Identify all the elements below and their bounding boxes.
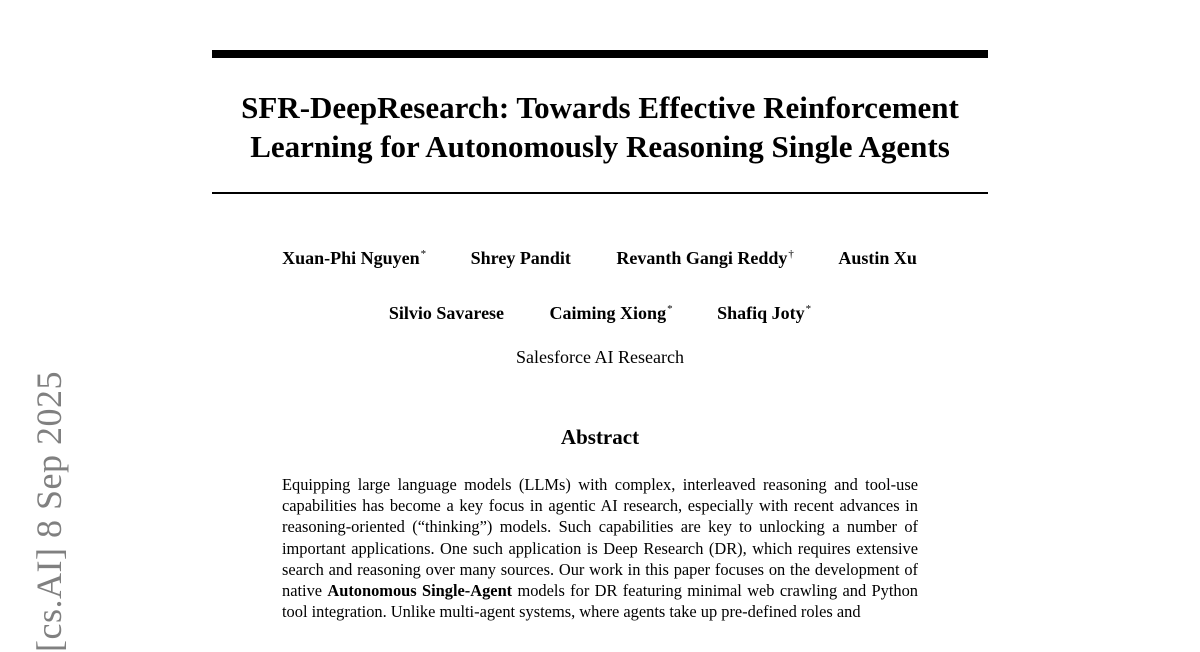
author xyxy=(389,303,505,324)
author-name: Xuan-Phi Nguyen xyxy=(282,248,420,268)
title-line-2: Learning for Autonomously Reasoning Single Agents xyxy=(250,129,950,164)
author xyxy=(550,303,673,324)
author-mark: * xyxy=(667,303,673,315)
author-name: Caiming Xiong xyxy=(549,303,667,323)
abstract-emphasis: Autonomous Single-Agent xyxy=(327,581,513,601)
author xyxy=(838,248,918,269)
abstract-text: models for DR featuring minimal web crawling and Python tool integration. Unlike multi-agent systems, where agents take up pre-defined roles and xyxy=(282,581,918,622)
title-bottom-rule xyxy=(212,192,988,194)
author xyxy=(471,248,572,269)
author-name: Austin Xu xyxy=(838,248,917,268)
abstract-heading: Abstract xyxy=(560,425,640,449)
author xyxy=(717,303,811,324)
affiliation: Salesforce AI Research xyxy=(516,347,684,367)
author-mark: * xyxy=(805,303,812,315)
author-mark: * xyxy=(420,248,427,260)
author-name: Silvio Savarese xyxy=(388,303,505,323)
paper-title xyxy=(200,88,1000,166)
arxiv-side-identifier: [cs.AI] 8 Sep 2025 xyxy=(29,371,69,652)
author xyxy=(282,248,426,269)
author-mark: † xyxy=(788,248,794,260)
abstract-text: Equipping large language models (LLMs) with complex, interleaved reasoning and tool-use capabilities has become a key focus in agentic AI research, especially with recent advances in reasoning-oriented (“thinking”) models. Such capabilities are key to unlocking a number of important applications. One such application is Deep Research (DR), which requires extensive search and reasoning over many sources. Our work in this paper focuses on the development of native xyxy=(282,475,918,601)
author-name: Shrey Pandit xyxy=(470,248,571,268)
author-list-row-2 xyxy=(212,303,988,324)
author xyxy=(616,248,794,269)
title-top-rule xyxy=(212,50,988,58)
author-list-row-1 xyxy=(212,248,988,269)
title-line-1: SFR-DeepResearch: Towards Effective Reinforcement xyxy=(241,90,959,125)
author-name: Revanth Gangi Reddy xyxy=(616,248,788,268)
author-name: Shafiq Joty xyxy=(717,303,805,323)
abstract-body xyxy=(282,474,918,622)
